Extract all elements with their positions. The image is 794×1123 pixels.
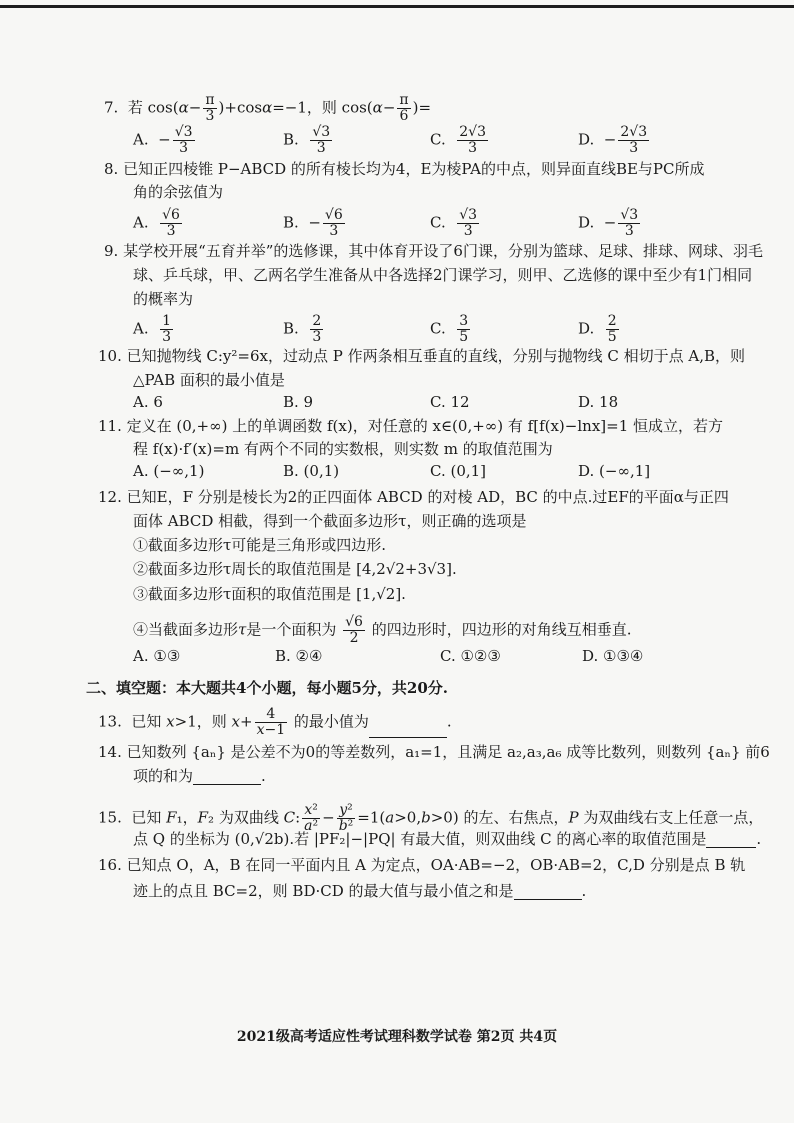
- q15-stem-line1: 15. 已知 F₁，F₂ 为双曲线 C: $\frac{\text{x²}}{\text{a²}}$ − $\frac{\text{y²}}{\text{b²}}$ =1(a>0,b>0) 的左、右焦点，P 为双曲线右支上任意一点，: [98, 802, 764, 834]
- q7-option-d: D. − $\frac{2√3}{3}$: [578, 124, 648, 156]
- q10-stem-line2: △PAB 面积的最小值是: [133, 371, 285, 389]
- q15-answer-blank[interactable]: [706, 833, 756, 848]
- q16-stem-line1: 16. 已知点 O，A，B 在同一平面内且 A 为定点，OA·AB=−2，OB·AB=2，C,D 分别是点 B 轨: [98, 856, 746, 874]
- q8-option-c: C. $\frac{√3}{3}$: [430, 207, 478, 239]
- page-footer: 2021级高考适应性考试理科数学试卷 第2页 共4页: [236, 1029, 558, 1045]
- section-fill-in-title: 二、填空题：本大题共4个小题，每小题5分，共20分.: [86, 679, 448, 697]
- q14-stem-line2: 项的和为 .: [133, 767, 266, 785]
- q10-option-a: A. 6: [133, 393, 163, 411]
- q12-option-b: B. ②④: [275, 647, 323, 665]
- q16-stem-line2: 迹上的点且 BC=2，则 BD·CD 的最大值与最小值之和是 .: [133, 882, 587, 900]
- q12-option-a: A. ①③: [133, 647, 181, 665]
- q7-option-b: B. $\frac{√3}{3}$: [283, 124, 331, 156]
- q11-option-c: C. (0,1]: [430, 462, 487, 480]
- q9-stem-line3: 的概率为: [133, 290, 194, 308]
- q14-stem-line1: 14. 已知数列 {aₙ} 是公差不为0的等差数列，a₁=1，且满足 a₂,a₃,a₆ 成等比数列，则数列 {aₙ} 前6: [98, 743, 770, 761]
- q9-option-b: B. $\frac{2}{3}$: [283, 313, 322, 345]
- q10-option-b: B. 9: [283, 393, 314, 411]
- q8-stem-line2: 角的余弦值为: [133, 183, 224, 201]
- q11-option-d: D. (−∞,1]: [578, 462, 651, 480]
- q11-option-a: A. (−∞,1): [133, 462, 205, 480]
- q12-option-c: C. ①②③: [440, 647, 501, 665]
- q12-statement-2: ②截面多边形τ周长的取值范围是 [4,2√2+3√3].: [133, 560, 457, 578]
- q12-stem-line1: 12. 已知E，F 分别是棱长为2的正四面体 ABCD 的对棱 AD，BC 的中点.过EF的平面α与正四: [98, 488, 729, 506]
- q15-stem-line2: 点 Q 的坐标为 (0,√2b).若 |PF₂|−|PQ| 有最大值，则双曲线 C 的离心率的取值范围是 .: [133, 830, 762, 848]
- q16-answer-blank[interactable]: [514, 885, 582, 900]
- q8-option-a: A. $\frac{√6}{3}$: [133, 207, 180, 239]
- q8-stem-line1: 8. 已知正四棱锥 P−ABCD 的所有棱长均为4，E为棱PA的中点，则异面直线BE与PC所成: [104, 160, 705, 178]
- q9-stem-line1: 9. 某学校开展“五育并举”的选修课，其中体育开设了6门课，分别为篮球、足球、排球、网球、羽毛: [104, 242, 763, 260]
- q10-option-c: C. 12: [430, 393, 470, 411]
- q7-option-c: C. $\frac{2√3}{3}$: [430, 124, 486, 156]
- q11-option-b: B. (0,1): [283, 462, 340, 480]
- q12-option-d: D. ①③④: [582, 647, 644, 665]
- q12-statement-1: ①截面多边形τ可能是三角形或四边形.: [133, 536, 387, 554]
- q9-option-d: D. $\frac{2}{5}$: [578, 313, 617, 345]
- q8-option-d: D. − $\frac{√3}{3}$: [578, 207, 639, 239]
- top-border: [0, 5, 794, 8]
- q7-option-a: A. − $\frac{√3}{3}$: [133, 124, 193, 156]
- q9-option-a: A. $\frac{1}{3}$: [133, 313, 172, 345]
- q11-stem-line2: 程 f(x)·f′(x)=m 有两个不同的实数根，则实数 m 的取值范围为: [133, 440, 553, 458]
- q10-stem-line1: 10. 已知抛物线 C:y²=6x，过动点 P 作两条相互垂直的直线，分别与抛物线 C 相切于点 A,B，则: [98, 347, 746, 365]
- q8-option-b: B. − $\frac{√6}{3}$: [283, 207, 343, 239]
- q9-stem-line2: 球、乒乓球，甲、乙两名学生准备从中各选择2门课学习，则甲、乙选修的课中至少有1门相同: [133, 266, 753, 284]
- q13-stem: 13. 已知 x>1，则 x+ $\frac{4}{x-1}$ 的最小值为 .: [98, 706, 452, 738]
- q13-answer-blank[interactable]: [369, 723, 447, 738]
- q11-stem-line1: 11. 定义在 (0,+∞) 上的单调函数 f(x)，对任意的 x∈(0,+∞) 有 f[f(x)−lnx]=1 恒成立，若方: [98, 417, 724, 435]
- q14-answer-blank[interactable]: [193, 770, 261, 785]
- q10-option-d: D. 18: [578, 393, 619, 411]
- q9-option-c: C. $\frac{3}{5}$: [430, 313, 469, 345]
- q12-stem-line2: 面体 ABCD 相截，得到一个截面多边形τ，则正确的选项是: [133, 512, 527, 530]
- q12-statement-4: ④当截面多边形τ是一个面积为 $\frac{√6}{2}$ 的四边形时，四边形的对角线互相垂直.: [133, 614, 632, 646]
- q7-stem: 7. 若 cos(α− $\frac{\pi}{3}$ )+cosα=−1，则 cos(α− $\frac{\pi}{6}$ )=: [104, 92, 432, 124]
- q12-statement-3: ③截面多边形τ面积的取值范围是 [1,√2].: [133, 585, 406, 603]
